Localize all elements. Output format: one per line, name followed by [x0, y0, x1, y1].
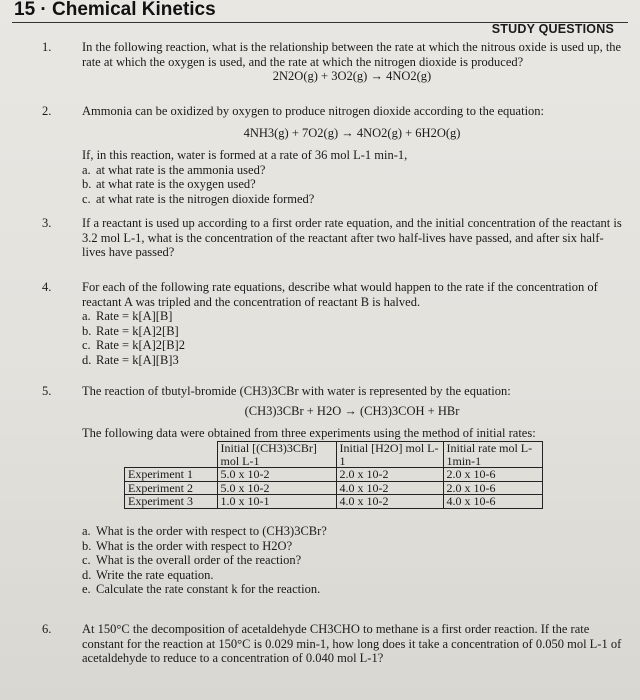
question-body [82, 104, 622, 206]
sub-question: c. at what rate is the nitrogen dioxide formed? [82, 191, 315, 206]
question-text: For each of the following rate equations, describe what would happen to the rate if the concentration of reactant A was tripled and the concentration of reactant B is halved. [82, 280, 598, 309]
page-header [0, 0, 640, 36]
question-body [82, 280, 622, 367]
table-row [125, 468, 543, 482]
sub-question-list [82, 309, 622, 367]
table-cell: 2.0 x 10-6 [443, 468, 542, 482]
table-row-label: Experiment 2 [125, 481, 218, 495]
sub-question: c. Rate = k[A]2[B]2 [82, 338, 185, 352]
sub-question: b. What is the order with respect to H2O? [82, 538, 293, 553]
table-intro: The following data were obtained from three experiments using the method of initial rates: [82, 426, 536, 440]
table-row-label: Experiment 3 [125, 495, 218, 509]
table-header-cell: Initial [H2O] mol L-1 [336, 442, 443, 468]
sub-question: d. Rate = k[A][B]3 [82, 352, 179, 367]
question-body [82, 622, 622, 666]
table-header-cell: Initial rate mol L-1min-1 [443, 442, 542, 468]
initial-rates-table [124, 441, 543, 509]
table-cell: 5.0 x 10-2 [217, 468, 336, 482]
sub-question: d. Write the rate equation. [82, 567, 214, 582]
sub-question: b. at what rate is the oxygen used? [82, 177, 256, 191]
question-text: At 150°C the decomposition of acetaldehyde CH3CHO to methane is a first order reaction. If the rate constant for the reaction at 150°C is 0.029 min-1, how long does it take a concentration of 0.050 mol L-1 of acetaldehyde to reduce to a concentration of 0.040 mol L-1? [82, 622, 622, 665]
table-cell: 4.0 x 10-2 [336, 495, 443, 509]
table-row [125, 481, 543, 495]
question-text: In the following reaction, what is the relationship between the rate at which the nitrous oxide is used up, the rate at which the oxygen is used, and the rate at which the nitrogen dioxide is produced? [82, 40, 622, 69]
table-row [125, 495, 543, 509]
table-row-label: Experiment 1 [125, 468, 218, 482]
table-cell: 5.0 x 10-2 [217, 481, 336, 495]
table-cell: 2.0 x 10-2 [336, 468, 443, 482]
table-corner-cell [125, 442, 218, 468]
question-number: 6. [42, 622, 52, 636]
sub-question: a. What is the order with respect to (CH3)3CBr? [82, 524, 327, 538]
table-cell: 1.0 x 10-1 [217, 495, 336, 509]
question-body [82, 216, 622, 260]
sub-question: a. Rate = k[A][B] [82, 309, 173, 323]
sub-question: e. Calculate the rate constant k for the reaction. [82, 582, 321, 596]
question-body [82, 524, 622, 597]
table-cell: 4.0 x 10-6 [443, 495, 542, 509]
question-text: If a reactant is used up according to a first order rate equation, and the initial concentration of the reactant is 3.2 mol L-1, what is the concentration of the reactant after two half-lives have passed, and after six half-lives have passed? [82, 216, 622, 259]
question-body [82, 40, 622, 84]
question-number: 2. [42, 104, 52, 118]
question-text: Ammonia can be oxidized by oxygen to produce nitrogen dioxide according to the equation: [82, 104, 545, 118]
sub-question-list [82, 524, 622, 597]
chapter-title: 15 · Chemical Kinetics [14, 0, 216, 20]
table-cell: 4.0 x 10-2 [336, 481, 443, 495]
question-number: 1. [42, 40, 52, 54]
study-questions-label: STUDY QUESTIONS [491, 22, 614, 36]
reaction-equation: (CH3)3CBr + H2O → (CH3)3COH + HBr [244, 403, 460, 418]
question-given: If, in this reaction, water is formed at a rate of 36 mol L-1 min-1, [82, 148, 408, 162]
sub-question: c. What is the overall order of the reaction? [82, 553, 302, 567]
table-header-cell: Initial [(CH3)3CBr] mol L-1 [217, 442, 336, 468]
sub-question: b. Rate = k[A]2[B] [82, 323, 179, 338]
reaction-equation: 4NH3(g) + 7O2(g) → 4NO2(g) + 6H2O(g) [243, 125, 461, 140]
question-text: The reaction of tbutyl-bromide (CH3)3CBr with water is represented by the equation: [82, 384, 511, 398]
question-number: 4. [42, 280, 52, 294]
question-number: 5. [42, 384, 52, 398]
reaction-equation: 2N2O(g) + 3O2(g) → 4NO2(g) [272, 69, 432, 83]
sub-question-list [82, 163, 622, 207]
sub-question: a. at what rate is the ammonia used? [82, 162, 266, 177]
table-header-row [125, 442, 543, 468]
question-number: 3. [42, 216, 52, 230]
table-cell: 2.0 x 10-6 [443, 481, 542, 495]
question-body [82, 384, 622, 422]
